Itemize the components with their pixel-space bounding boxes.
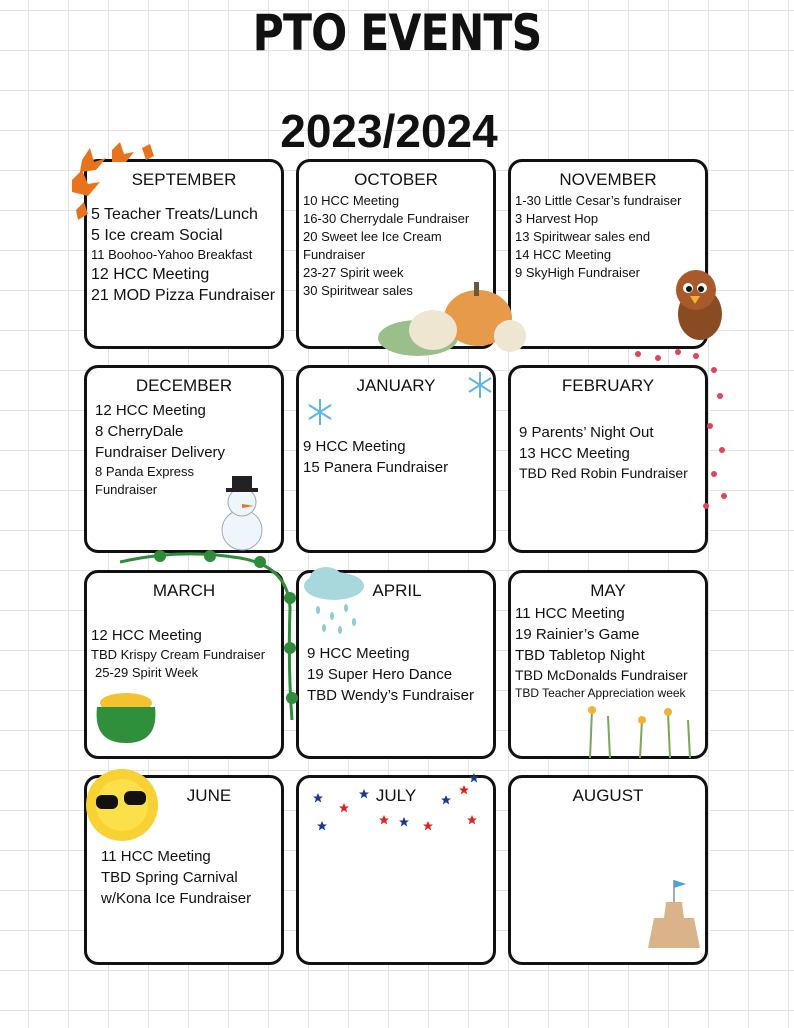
event: TBD Wendy’s Fundraiser	[307, 687, 475, 704]
sandcastle-icon	[644, 878, 704, 950]
autumn-leaves-icon	[62, 140, 162, 240]
month-title: APRIL	[372, 581, 422, 600]
month-title: JULY	[375, 786, 417, 805]
event: 10 HCC Meeting	[303, 193, 400, 208]
event: Fundraiser Delivery	[95, 444, 226, 461]
event: 9 HCC Meeting	[303, 438, 406, 455]
event: TBD Spring Carnival	[101, 869, 238, 886]
pot-of-gold-icon	[93, 685, 159, 745]
event: 5 Teacher Treats/Lunch	[91, 206, 258, 223]
event: TBD Teacher Appreciation week	[515, 686, 686, 700]
flowers-icon	[580, 700, 700, 758]
event: 21 MOD Pizza Fundraiser	[91, 287, 276, 304]
month-title: JUNE	[186, 786, 232, 805]
pumpkins-icon	[378, 278, 528, 368]
event: 3 Harvest Hop	[515, 211, 599, 226]
event: 12 HCC Meeting	[91, 627, 202, 644]
sun-with-sunglasses-icon	[82, 765, 162, 845]
stars-icon	[310, 772, 486, 834]
page-title: PTO EVENTS	[252, 4, 542, 62]
event: 13 Spiritwear sales end	[515, 229, 651, 244]
event: 5 Ice cream Social	[91, 227, 223, 244]
event: 25-29 Spirit Week	[95, 665, 199, 680]
event: TBD McDonalds Fundraiser	[515, 667, 688, 683]
snowman-icon	[210, 470, 284, 554]
school-year: 2023/2024	[280, 105, 498, 157]
event: w/Kona Ice Fundraiser	[101, 890, 252, 907]
event: 19 Rainier’s Game	[515, 626, 640, 643]
rain-cloud-icon	[300, 564, 366, 644]
event: 16-30 Cherrydale Fundraiser	[303, 211, 470, 226]
month-title: NOVEMBER	[559, 170, 657, 189]
event: 19 Super Hero Dance	[307, 666, 453, 683]
event: 9 Parents’ Night Out	[519, 424, 654, 441]
month-title: DECEMBER	[135, 376, 233, 395]
event: 30 Spiritwear sales	[303, 283, 413, 298]
month-title: SEPTEMBER	[131, 170, 237, 189]
snowflake-icon	[465, 370, 495, 400]
event: 11 Boohoo-Yahoo Breakfast	[91, 247, 253, 262]
month-title: AUGUST	[572, 786, 644, 805]
event: 14 HCC Meeting	[515, 247, 612, 262]
event: 15 Panera Fundraiser	[303, 459, 449, 476]
event: TBD Red Robin Fundraiser	[519, 465, 688, 481]
event: 9 SkyHigh Fundraiser	[515, 265, 640, 280]
turkey-icon	[668, 262, 732, 344]
event: 8 Panda Express	[95, 464, 195, 479]
event: 8 CherryDale	[95, 423, 184, 440]
event: TBD Tabletop Night	[515, 647, 645, 664]
month-title: FEBRUARY	[561, 376, 655, 395]
event: 1-30 Little Cesar’s fundraiser	[515, 193, 682, 208]
month-title: MAY	[590, 581, 626, 600]
event: 23-27 Spirit week	[303, 265, 404, 280]
event: Fundraiser	[303, 247, 366, 262]
month-title: OCTOBER	[354, 170, 438, 189]
snowflake-icon	[305, 397, 335, 427]
event: TBD Krispy Cream Fundraiser	[91, 647, 266, 662]
event: Fundraiser	[95, 482, 158, 497]
event: 11 HCC Meeting	[101, 848, 211, 865]
event: 12 HCC Meeting	[95, 402, 206, 419]
event: 12 HCC Meeting	[91, 266, 210, 283]
event: 13 HCC Meeting	[519, 445, 630, 462]
month-title: MARCH	[152, 581, 216, 600]
month-title: JANUARY	[356, 376, 436, 395]
hearts-icon	[630, 346, 730, 511]
event: 9 HCC Meeting	[307, 645, 410, 662]
event: 11 HCC Meeting	[515, 605, 625, 622]
event: 20 Sweet lee Ice Cream	[303, 229, 442, 244]
